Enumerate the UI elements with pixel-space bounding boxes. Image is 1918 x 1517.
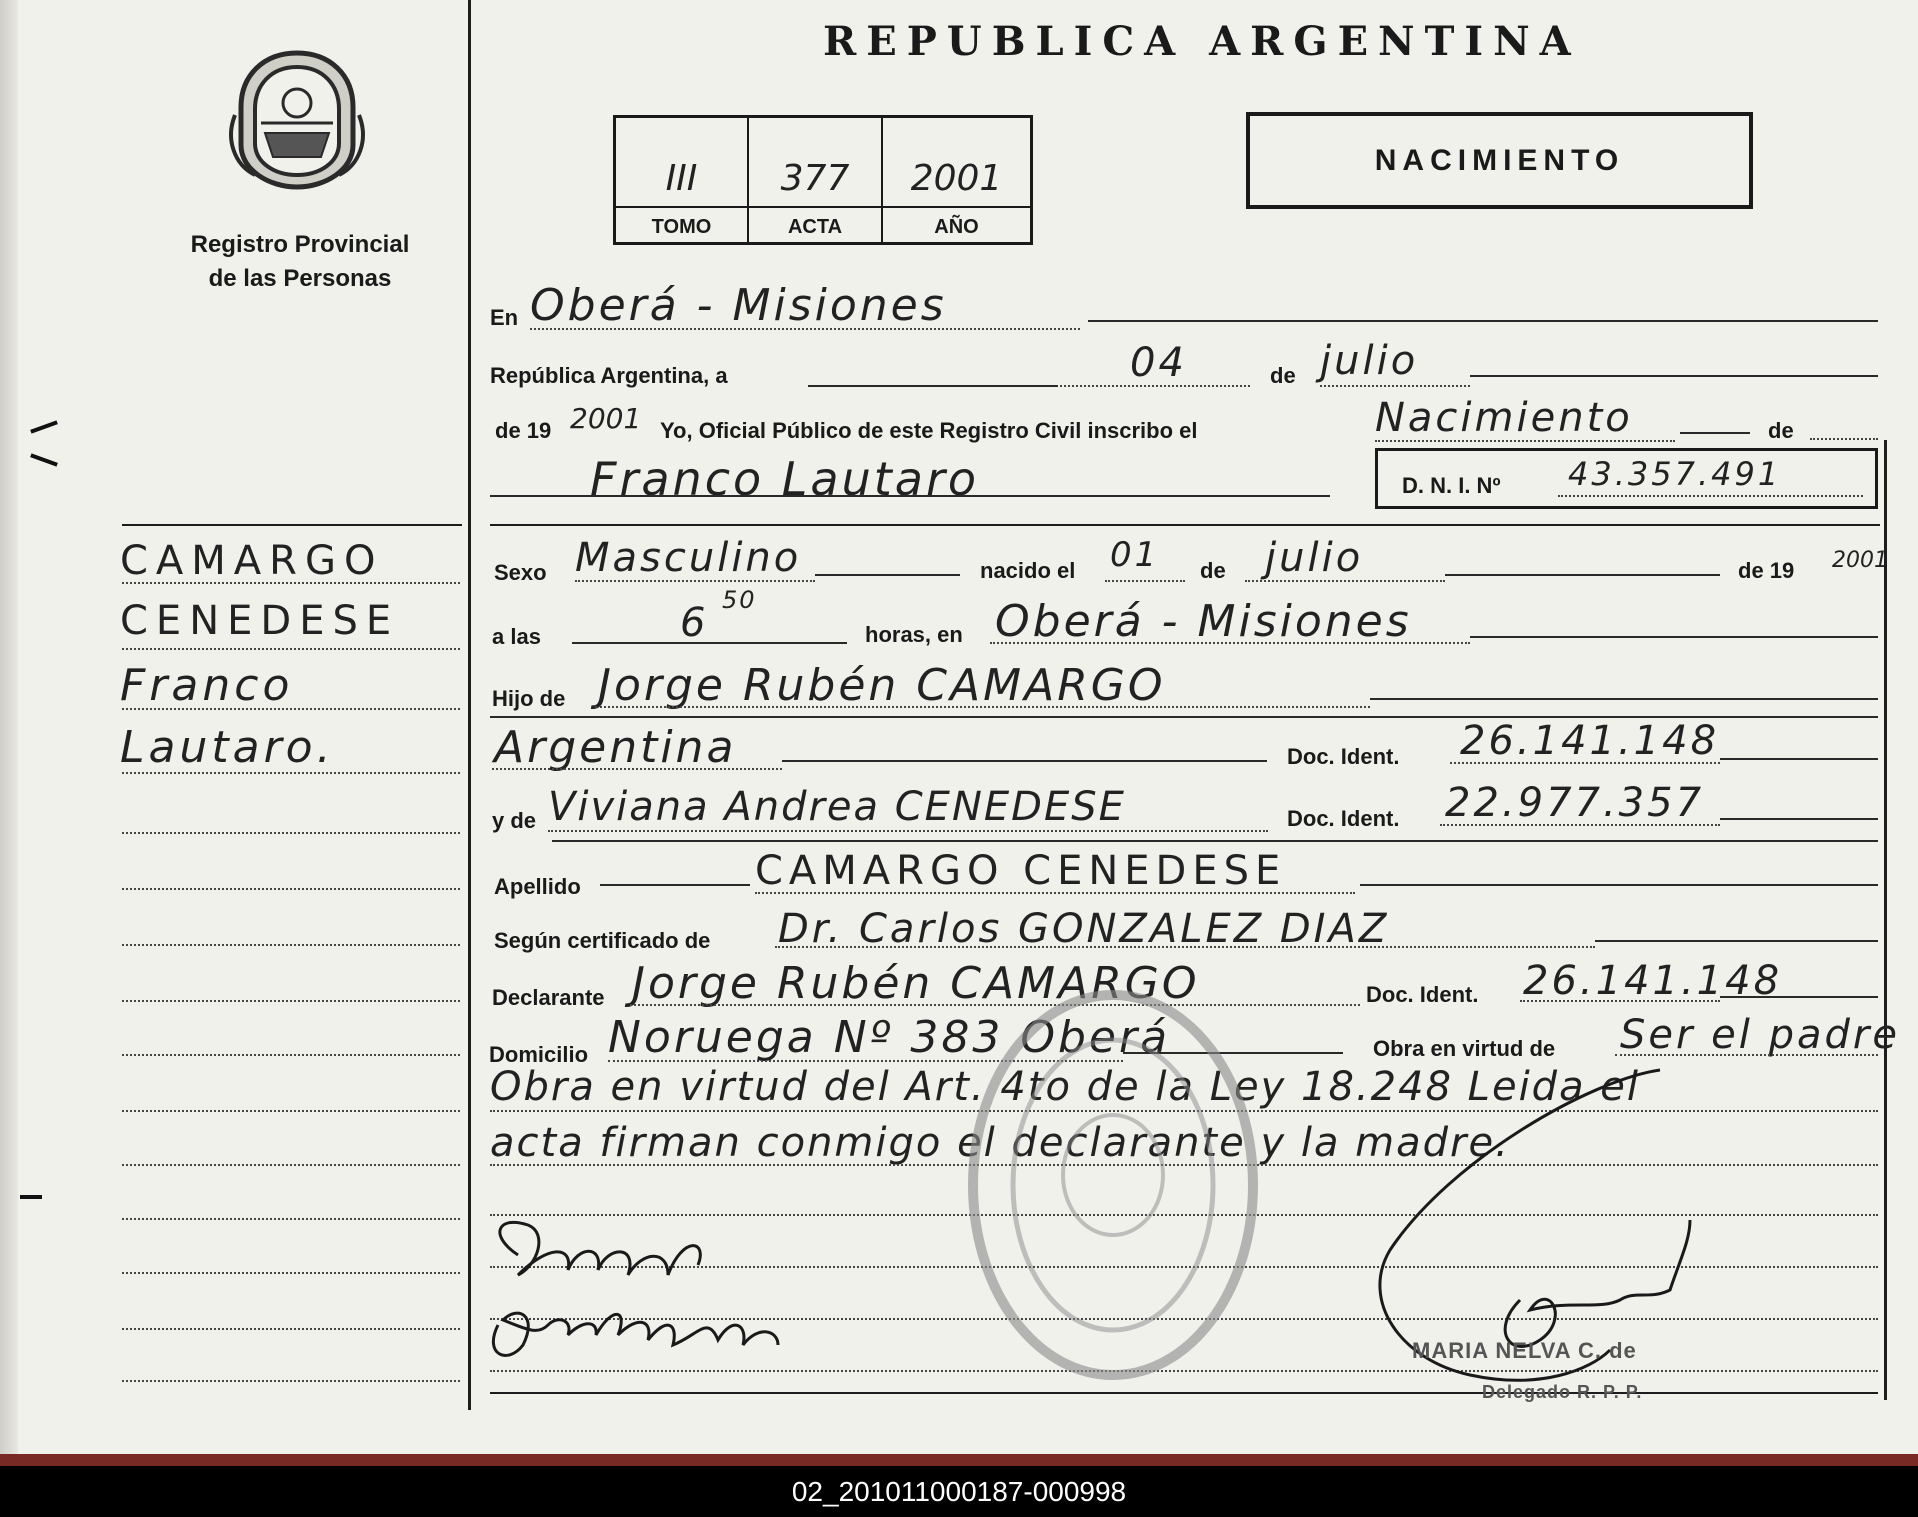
tear-mark xyxy=(20,1195,42,1199)
acta-value: 377 xyxy=(780,158,850,199)
child-name-value: Franco Lautaro xyxy=(590,452,980,506)
label-de2: de xyxy=(1200,558,1226,583)
father-doc-value: 26.141.148 xyxy=(1460,718,1720,764)
birth-year-value: 2001 xyxy=(1832,548,1888,573)
label-a-las: a las xyxy=(492,624,541,649)
label-doc-ident-mother: Doc. Ident. xyxy=(1287,806,1400,831)
tomo-cell xyxy=(616,118,749,242)
label-apellido: Apellido xyxy=(494,874,581,899)
dni-value: 43.357.491 xyxy=(1568,455,1782,493)
note-line2: acta firman conmigo el declarante y la madre. xyxy=(490,1120,1510,1166)
label-domicilio: Domicilio xyxy=(489,1042,589,1067)
parent-signatures xyxy=(478,1205,838,1385)
anio-value: 2001 xyxy=(910,158,1003,199)
document-type-box xyxy=(1246,112,1753,209)
mother-doc-value: 22.977.357 xyxy=(1445,780,1705,826)
label-dni: D. N. I. Nº xyxy=(1402,473,1501,498)
country-title: REPUBLICA ARGENTINA xyxy=(823,18,1581,65)
label-nacido: nacido el xyxy=(980,558,1076,583)
label-hijo-de: Hijo de xyxy=(492,686,566,711)
label-de19: de 19 xyxy=(495,418,552,443)
birth-month-value: julio xyxy=(1265,535,1364,581)
label-declarante: Declarante xyxy=(492,985,605,1010)
label-doc-ident-declarant: Doc. Ident. xyxy=(1366,982,1479,1007)
registry-name-line1: Registro Provincial xyxy=(190,231,410,258)
year-value: 2001 xyxy=(570,402,642,435)
surname-value: CAMARGO CENEDESE xyxy=(755,848,1287,894)
page-edge xyxy=(0,0,18,1466)
book-edge xyxy=(0,1454,1918,1466)
label-sexo: Sexo xyxy=(494,560,547,585)
label-de-end: de xyxy=(1768,418,1794,443)
registry-name xyxy=(150,228,450,296)
right-border xyxy=(1884,440,1887,1400)
obra-reason-value: Ser el padre xyxy=(1620,1012,1900,1058)
sidebar-surname1: CAMARGO xyxy=(120,538,384,584)
column-divider xyxy=(468,0,471,1410)
dni-box xyxy=(1375,448,1878,509)
officer-name: MARIA NELVA C. de xyxy=(1412,1338,1637,1363)
bottom-divider xyxy=(490,1392,1878,1394)
month-value: julio xyxy=(1320,338,1419,384)
label-en: En xyxy=(490,305,519,330)
registration-table xyxy=(613,115,1033,245)
act-type-value: Nacimiento xyxy=(1375,395,1633,441)
tomo-label: TOMO xyxy=(651,216,712,238)
label-republica: República Argentina, a xyxy=(490,363,728,388)
label-obra-en-virtud: Obra en virtud de xyxy=(1373,1036,1556,1061)
tomo-value: III xyxy=(665,158,698,199)
declarant-doc-value: 26.141.148 xyxy=(1523,958,1783,1004)
province-seal-icon xyxy=(225,45,370,195)
anio-label: AÑO xyxy=(934,216,979,238)
tear-mark xyxy=(30,453,58,466)
registry-name-line2: de las Personas xyxy=(208,265,392,292)
sidebar-firstname2: Lautaro. xyxy=(120,722,335,773)
acta-label: ACTA xyxy=(787,216,843,238)
section-divider xyxy=(490,524,1880,526)
sex-value: Masculino xyxy=(575,535,802,581)
birth-day-value: 01 xyxy=(1110,535,1160,575)
note-line1: Obra en virtud del Art. 4to de la Ley 18.248 Leida el xyxy=(490,1064,1641,1110)
label-de19b: de 19 xyxy=(1738,558,1795,583)
file-id-caption: 02_201011000187-000998 xyxy=(0,1466,1918,1517)
birth-place-value: Oberá - Misiones xyxy=(995,596,1412,647)
hour-value: 6 xyxy=(680,600,709,646)
label-y-de: y de xyxy=(492,808,537,833)
sidebar-firstname1: Franco xyxy=(120,660,294,711)
sidebar-surname2: CENEDESE xyxy=(120,598,400,644)
place-value: Oberá - Misiones xyxy=(530,280,947,331)
label-segun: Según certificado de xyxy=(494,928,711,953)
day-value: 04 xyxy=(1130,340,1187,386)
tear-mark xyxy=(30,420,58,433)
anio-cell xyxy=(883,118,1030,242)
acta-cell xyxy=(749,118,883,242)
label-de: de xyxy=(1270,363,1296,388)
declarant-value: Jorge Rubén CAMARGO xyxy=(632,958,1200,1009)
official-stamp xyxy=(963,985,1263,1385)
father-value: Jorge Rubén CAMARGO xyxy=(598,660,1166,711)
label-yo: Yo, Oficial Público de este Registro Civil inscribo el xyxy=(660,418,1198,443)
officer-title: Delegado R. P. P. xyxy=(1482,1382,1643,1402)
document-type: NACIMIENTO xyxy=(1374,144,1625,177)
certifier-value: Dr. Carlos GONZALEZ DIAZ xyxy=(778,906,1390,952)
mother-value: Viviana Andrea CENEDESE xyxy=(548,784,1126,830)
minutes-value: 50 xyxy=(722,586,757,614)
address-value: Noruega Nº 383 Oberá xyxy=(608,1012,1171,1063)
section-divider xyxy=(122,524,462,526)
label-horas-en: horas, en xyxy=(865,622,963,647)
label-doc-ident-father: Doc. Ident. xyxy=(1287,744,1400,769)
father-nationality-value: Argentina xyxy=(494,722,737,773)
